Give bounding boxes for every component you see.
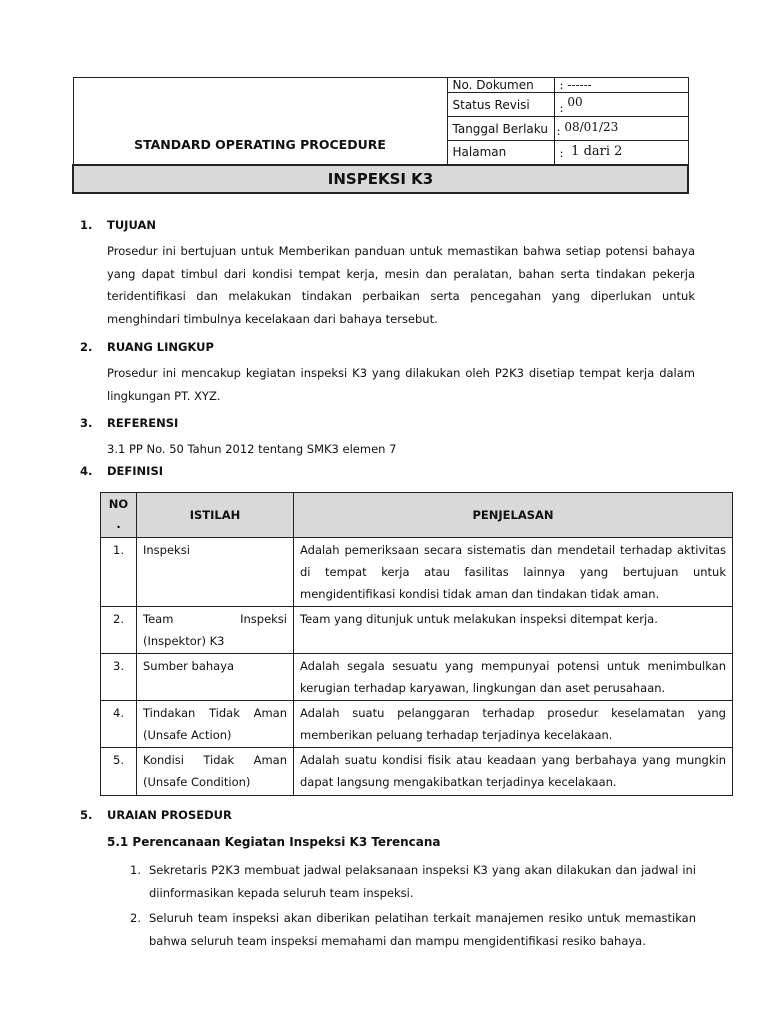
column-header: ISTILAH (137, 493, 294, 538)
section-number: 3. (80, 416, 93, 430)
field-value: 00 (567, 94, 583, 109)
section-title: RUANG LINGKUP (107, 340, 214, 354)
section-number: 1. (80, 218, 93, 232)
section-title: URAIAN PROSEDUR (107, 808, 232, 822)
table-row (101, 654, 733, 701)
row-number: 1. (101, 538, 137, 607)
row-description: Adalah segala sesuatu yang mempunyai potensi untuk menimbulkan kerugian terhadap karyawan, lingkungan dan aset perusahaan. (294, 654, 733, 701)
document-header: STANDARD OPERATING PROCEDURE No. Dokumen : ------ Status Revisi : 00 Tanggal Berlaku : 08/01/23 Halaman : 1 dari 2 INSPEKSI K3 (72, 77, 689, 194)
field-value: 08/01/23 (564, 119, 619, 134)
section-number: 2. (80, 340, 93, 354)
table-row (101, 607, 733, 654)
row-description: Adalah suatu pelanggaran terhadap prosedur keselamatan yang memberikan peluang terhadap terjadinya kecelakaan. (294, 701, 733, 748)
item-text: Sekretaris P2K3 membuat jadwal pelaksanaan inspeksi K3 yang akan dilakukan dan jadwal ini diinformasikan kepada seluruh team inspeksi. (149, 863, 696, 900)
row-term: Kondisi Tidak Aman (Unsafe Condition) (137, 748, 294, 796)
subsection-title: 5.1 Perencanaan Kegiatan Inspeksi K3 Terencana (107, 835, 441, 849)
row-number: 3. (101, 654, 137, 701)
sop-title: STANDARD OPERATING PROCEDURE (73, 78, 447, 165)
item-number: 1. (130, 863, 141, 877)
section-number: 4. (80, 464, 93, 478)
field-value: 1 dari 2 (571, 144, 623, 160)
row-description: Adalah pemeriksaan secara sistematis dan mendetail terhadap aktivitas di tempat kerja atau fasilitas lainnya yang bertujuan untuk mengidentifikasi kondisi tidak aman dan tindakan tidak aman. (294, 538, 733, 607)
section-number: 5. (80, 808, 93, 822)
row-term: Inspeksi (137, 538, 294, 607)
section-title: TUJUAN (107, 218, 156, 232)
row-number: 2. (101, 607, 137, 654)
section-title: DEFINISI (107, 464, 164, 478)
field-label: No. Dokumen (447, 78, 554, 93)
section-title: REFERENSI (107, 416, 179, 430)
row-term: Sumber bahaya (137, 654, 294, 701)
field-value: ------ (567, 78, 592, 92)
row-number: 4. (101, 701, 137, 748)
row-description: Team yang ditunjuk untuk melakukan inspeksi ditempat kerja. (294, 607, 733, 654)
item-number: 2. (130, 911, 141, 925)
table-row (101, 538, 733, 607)
table-row (101, 748, 733, 796)
document-title: INSPEKSI K3 (73, 165, 688, 193)
list-item (130, 907, 696, 953)
field-label: Halaman (447, 141, 554, 165)
definitions-table (100, 492, 733, 796)
field-label: Tanggal Berlaku (447, 117, 554, 141)
column-header: PENJELASAN (294, 493, 733, 538)
item-text: Seluruh team inspeksi akan diberikan pelatihan terkait manajemen resiko untuk memastikan bahwa seluruh team inspeksi memahami dan mampu mengidentifikasi resiko bahaya. (149, 911, 696, 948)
row-term: Tindakan Tidak Aman (Unsafe Action) (137, 701, 294, 748)
table-row (101, 701, 733, 748)
section-text: 3.1 PP No. 50 Tahun 2012 tentang SMK3 elemen 7 (107, 442, 397, 456)
row-term: Team Inspeksi (Inspektor) K3 (137, 607, 294, 654)
row-number: 5. (101, 748, 137, 796)
section-text: Prosedur ini mencakup kegiatan inspeksi K3 yang dilakukan oleh P2K3 disetiap tempat kerja dalam lingkungan PT. XYZ. (107, 366, 695, 403)
row-description: Adalah suatu kondisi fisik atau keadaan yang berbahaya yang mungkin dapat langsung mengakibatkan terjadinya kecelakaan. (294, 748, 733, 796)
column-header: NO . (101, 493, 137, 538)
section-text: Prosedur ini bertujuan untuk Memberikan panduan untuk memastikan bahwa setiap potensi bahaya yang dapat timbul dari kondisi tempat kerja, mesin dan peralatan, bahan serta tindakan pekerja teridentifikasi dan melakukan tindakan perbaikan serta pencegahan yang diperlukan untuk menghindari timbulnya kecelakaan dari bahaya tersebut. (107, 244, 695, 326)
list-item (130, 859, 696, 905)
field-label: Status Revisi (447, 93, 554, 117)
